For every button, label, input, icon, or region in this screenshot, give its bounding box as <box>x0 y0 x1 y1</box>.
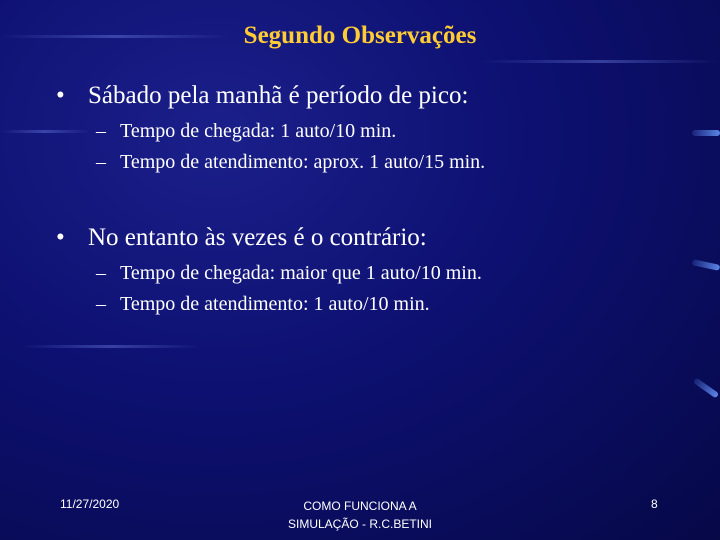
slide-title: Segundo Observações <box>243 22 477 49</box>
bullet-group-1 <box>56 82 485 174</box>
background-streak <box>480 60 720 63</box>
bullet-group-2 <box>56 224 482 316</box>
bullet-text: No entanto às vezes é o contrário: <box>88 224 427 251</box>
sub-bullet-text: Tempo de chegada: 1 auto/10 min. <box>120 120 397 142</box>
footer-caption-line: SIMULAÇÃO - R.C.BETINI <box>287 517 433 531</box>
footer-caption-line: COMO FUNCIONA A <box>303 499 417 513</box>
footer-caption <box>240 497 480 533</box>
bullet-item <box>56 82 485 110</box>
sub-bullet-item <box>96 293 482 316</box>
bullet-glyph: • <box>56 82 65 109</box>
bullet-glyph: • <box>56 224 65 251</box>
bullet-item <box>56 224 482 252</box>
edge-accent <box>693 378 719 399</box>
sub-bullet-item <box>96 262 482 285</box>
sub-bullet-item <box>96 151 485 174</box>
sub-bullet-text: Tempo de atendimento: aprox. 1 auto/15 min. <box>120 151 486 173</box>
sub-bullet-glyph: – <box>96 120 106 142</box>
page-number: 8 <box>651 497 658 511</box>
sub-bullet-item <box>96 120 485 143</box>
sub-bullet-glyph: – <box>96 293 106 315</box>
sub-bullet-text: Tempo de atendimento: 1 auto/10 min. <box>120 293 430 315</box>
sub-bullet-glyph: – <box>96 262 106 284</box>
footer-date: 11/27/2020 <box>60 497 120 511</box>
sub-bullet-glyph: – <box>96 151 106 173</box>
bullet-text: Sábado pela manhã é período de pico: <box>88 82 469 109</box>
edge-accent <box>692 130 720 136</box>
background-streak <box>20 345 200 348</box>
edge-accent <box>692 259 720 271</box>
sub-bullet-text: Tempo de chegada: maior que 1 auto/10 min. <box>120 262 482 284</box>
